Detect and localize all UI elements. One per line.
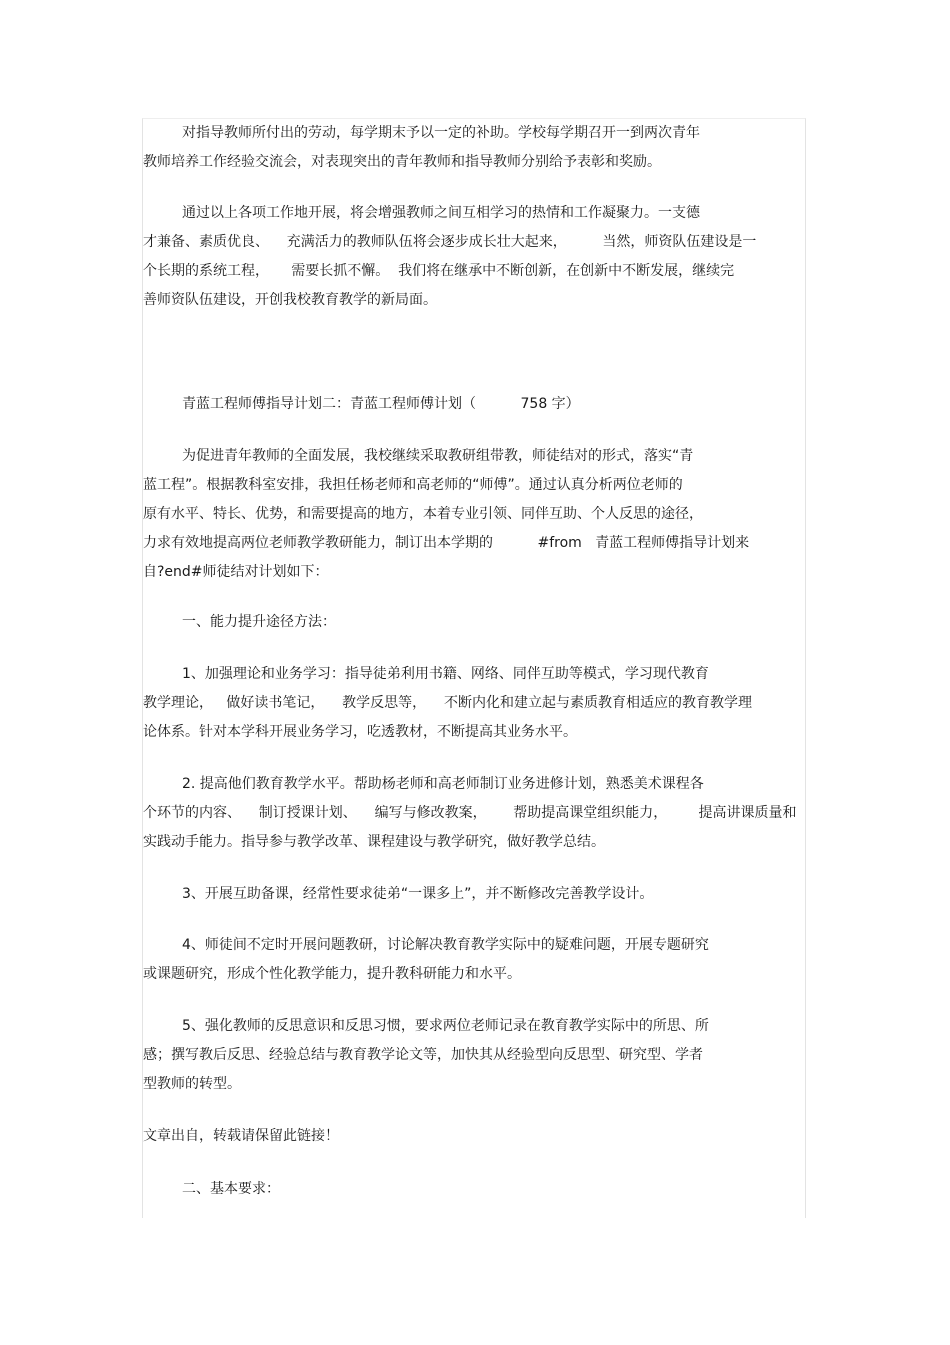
paragraph-line: 通过以上各项工作地开展，将会增强教师之间互相学习的热情和工作凝聚力。一支德 xyxy=(182,205,700,221)
section-heading: 二、基本要求： xyxy=(182,1181,280,1197)
paragraph-line: 教学理论， 做好读书笔记， 教学反思等， 不断内化和建立起与素质教育相适应的教育教学理 xyxy=(143,695,752,711)
paragraph-line: 论体系。针对本学科开展业务学习，吃透教材，不断提高其业务水平。 xyxy=(143,724,577,740)
paragraph-line: 5、强化教师的反思意识和反思习惯，要求两位老师记录在教育教学实际中的所思、所 xyxy=(182,1018,709,1034)
paragraph-line: 个环节的内容、 制订授课计划、 编写与修改教案， 帮助提高课堂组织能力， 提高讲课质量和 xyxy=(143,805,797,821)
paragraph-line: 4、师徒间不定时开展问题教研，讨论解决教育教学实际中的疑难问题，开展专题研究 xyxy=(182,937,709,953)
paragraph-line: 对指导教师所付出的劳动，每学期末予以一定的补助。学校每学期召开一到两次青年 xyxy=(182,125,700,141)
paragraph-line: 为促进青年教师的全面发展，我校继续采取教研组带教，师徒结对的形式，落实“青 xyxy=(182,448,694,464)
paragraph-line: 力求有效地提高两位老师教学教研能力，制订出本学期的 #from 青蓝工程师傅指导计划来 xyxy=(143,535,750,551)
paragraph-line: 2. 提高他们教育教学水平。帮助杨老师和高老师制订业务进修计划，熟悉美术课程各 xyxy=(182,776,704,792)
paragraph-line: 蓝工程”。根据教科室安排，我担任杨老师和高老师的“师傅”。通过认真分析两位老师的 xyxy=(143,477,683,493)
paragraph-line: 或课题研究，形成个性化教学能力，提升教科研能力和水平。 xyxy=(143,966,521,982)
paragraph-line: 善师资队伍建设，开创我校教育教学的新局面。 xyxy=(143,292,437,308)
paragraph-line: 自?end#师徒结对计划如下： xyxy=(143,564,329,580)
paragraph-line: 型教师的转型。 xyxy=(143,1076,241,1092)
paragraph-line: 才兼备、素质优良、 充满活力的教师队伍将会逐步成长壮大起来， 当然，师资队伍建设是一 xyxy=(143,234,757,250)
paragraph-line: 1、加强理论和业务学习：指导徒弟利用书籍、网络、同伴互助等模式，学习现代教育 xyxy=(182,666,709,682)
section-heading: 一、能力提升途径方法： xyxy=(182,614,336,630)
paragraph-line: 感；撰写教后反思、经验总结与教育教学论文等，加快其从经验型向反思型、研究型、学者 xyxy=(143,1047,703,1063)
paragraph-line: 教师培养工作经验交流会，对表现突出的青年教师和指导教师分别给予表彰和奖励。 xyxy=(143,154,661,170)
paragraph-line: 3、开展互助备课，经常性要求徒弟“一课多上”，并不断修改完善教学设计。 xyxy=(182,886,654,902)
paragraph-line: 个长期的系统工程， 需要长抓不懈。 我们将在继承中不断创新，在创新中不断发展，继续完 xyxy=(143,263,735,279)
section-title: 青蓝工程师傅指导计划二：青蓝工程师傅计划（ 758 字） xyxy=(182,396,580,412)
paragraph-line: 原有水平、特长、优势，和需要提高的地方，本着专业引领、同伴互助、个人反思的途径， xyxy=(143,506,703,522)
paragraph-line: 实践动手能力。指导参与教学改革、课程建设与教学研究，做好教学总结。 xyxy=(143,834,605,850)
source-note: 文章出自，转载请保留此链接！ xyxy=(143,1128,339,1144)
